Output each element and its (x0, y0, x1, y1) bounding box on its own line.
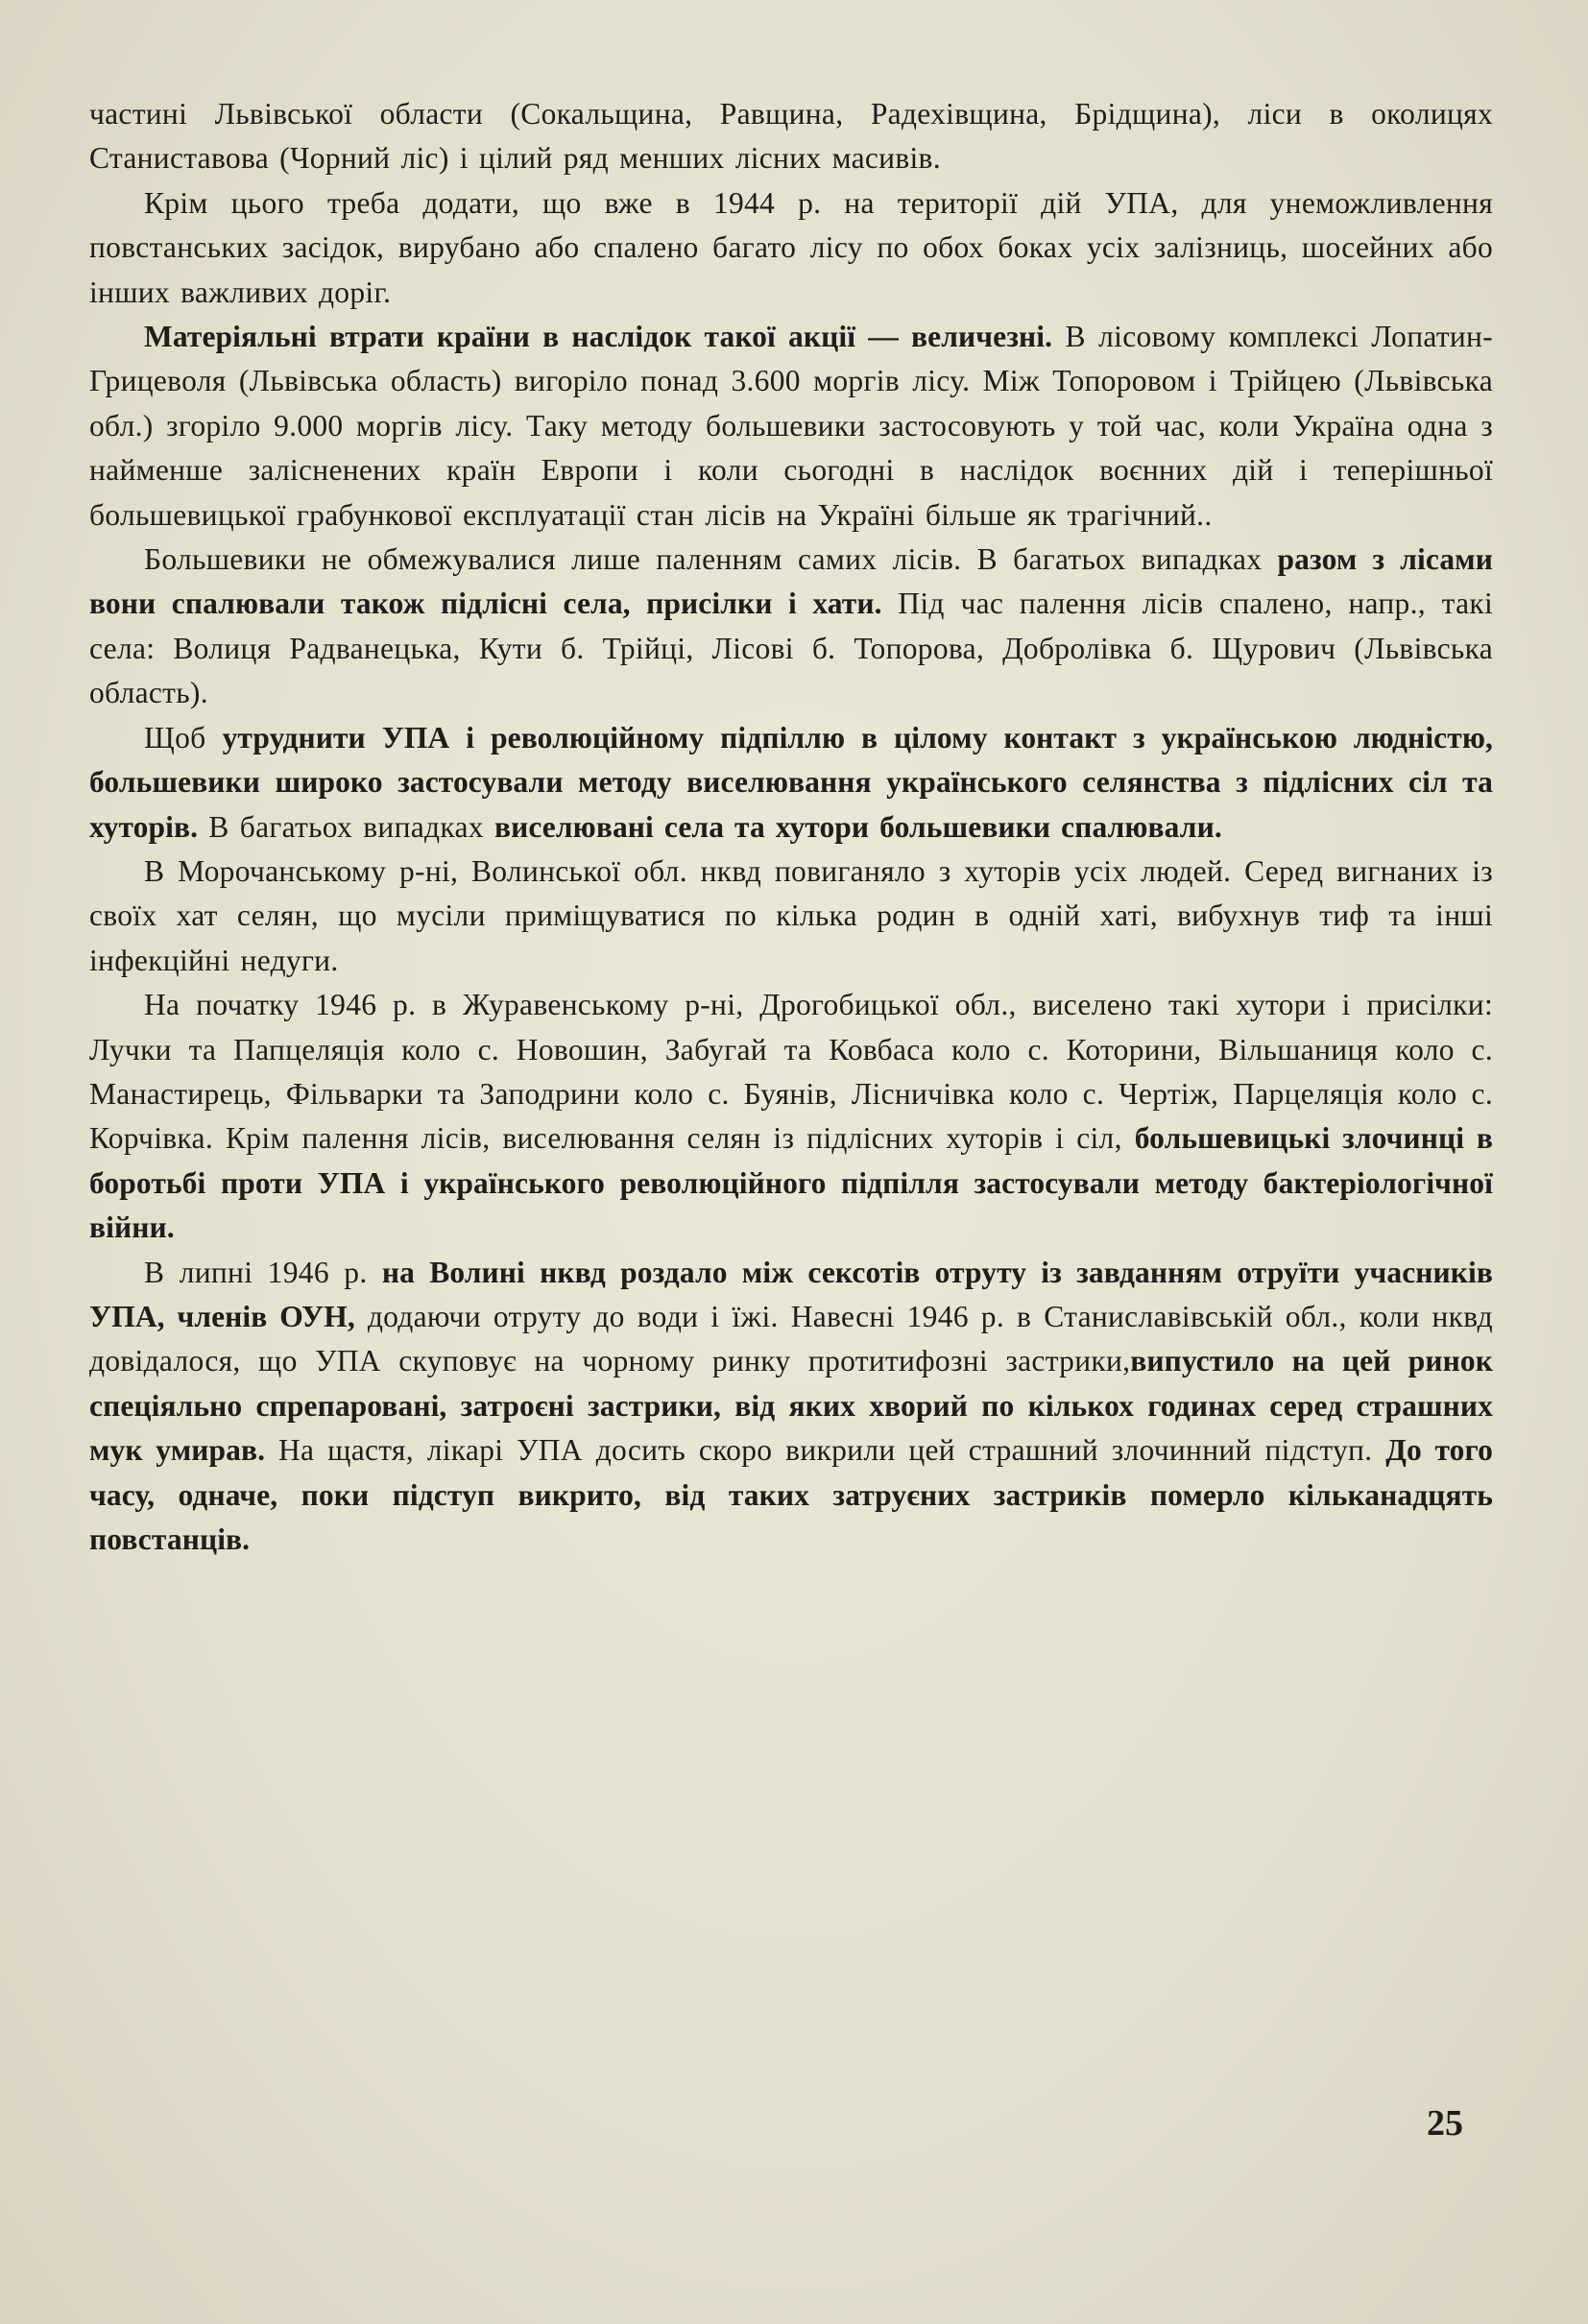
text-run: частині Львівської области (Сокальщина, Равщина, Радехівщина, Брідщина), ліси в околицях Станиставова (Чорний ліс) і цілий ряд менших лісних масивів. (89, 97, 1493, 176)
bold-text: разом з лісами вони спалювали також підлісні села, присілки і хати. (89, 542, 1493, 621)
paragraph (89, 92, 1493, 181)
text-run: В багатьох випадках (198, 809, 494, 844)
paragraph (89, 181, 1493, 315)
page-number: 25 (1427, 2103, 1463, 2144)
bold-text: До того часу, одначе, поки підступ викрито, від таких затруєних застриків померло кільканадцять повстанців. (89, 1433, 1493, 1556)
text-run: Большевики не обмежувалися лише паленням самих лісів. В багатьох випадках (144, 542, 1278, 577)
bold-text: виселювані села та хутори большевики спалювали. (493, 809, 1222, 844)
text-run: додаючи отруту до води і їжі. Навесні 1946 р. в Станиславівській обл., коли нквд довідалося, що УПА скуповує на чорному ринку протитифозні застрики, (89, 1299, 1493, 1378)
paragraph (89, 850, 1493, 983)
bold-text: Матеріяльні втрати країни в наслідок такої акції — величезні. (144, 320, 1053, 354)
text-run: Щоб (144, 720, 223, 755)
text-run: В лісовому комплексі Лопатин-Грицеволя (Львівська область) вигоріло понад 3.600 моргів лісу. Між Топоровом і Трійцею (Львівська обл.) згоріло 9.000 моргів лісу. Таку методу большевики застосовують у той час, коли Україна одна з найменше залісненених країн Европи і коли сьогодні в наслідок воєнних дій і теперішньої большевицької грабункової експлуатації стан лісів на Україні більше як трагічний.. (89, 320, 1493, 532)
text-run: Крім цього треба додати, що вже в 1944 р. на території дій УПА, для унеможливлення повстанських засідок, вирубано або спалено багато лісу по обох боках усіх залізниць, шосейних або інших важливих доріг. (89, 185, 1493, 309)
bold-text: на Волині нквд роздало між сексотів отруту із завданням отруїти учасників УПА, членів ОУН, (89, 1255, 1493, 1333)
text-run: В липні 1946 р. (144, 1255, 382, 1289)
text-run: На щастя, лікарі УПА досить скоро викрили цей страшний злочинний підступ. (265, 1433, 1386, 1468)
bold-text: большевицькі злочинці в боротьбі проти УПА і українського революційного підпілля застосували методу бактеріологічної війни. (89, 1121, 1493, 1245)
bold-text: випустило на цей ринок спеціяльно спрепаровані, затроєні застрики, від яких хворий по кількох годинах серед страшних мук умирав. (89, 1344, 1493, 1468)
paragraph (89, 983, 1493, 1250)
text-run: На початку 1946 р. в Журавенському р-ні, Дрогобицької обл., виселено такі хутори і присілки: Лучки та Папцеляція коло с. Новошин, Забугай та Ковбаса коло с. Которини, Вільшаниця коло с. Манастирець, Фільварки та Заподрини коло с. Буянів, Лісничівка коло с. Чертіж, Парцеляція коло с. Корчівка. Крім палення лісів, виселювання селян із підлісних хуторів і сіл, (89, 988, 1493, 1156)
paragraph (89, 315, 1493, 538)
text-run: Під час палення лісів спалено, напр., такі села: Волиця Радванецька, Кути б. Трійці, Лісові б. Топорова, Добролівка б. Щурович (Львівська область). (89, 587, 1494, 710)
bold-text: утруднити УПА і революційному підпіллю в цілому контакт з українською людністю, большевики широко застосували методу виселювання українського селянства з підлісних сіл та хуторів. (89, 720, 1493, 844)
paragraph (89, 716, 1493, 850)
text-run: В Морочанському р-ні, Волинської обл. нквд повиганяло з хуторів усіх людей. Серед вигнаних із своїх хат селян, що мусіли приміщуватися по кілька родин в одній хаті, вибухнув тиф та інші інфекційні недуги. (89, 853, 1493, 977)
body-text (89, 92, 1493, 1562)
paragraph (89, 538, 1493, 716)
paragraph (89, 1251, 1493, 1563)
